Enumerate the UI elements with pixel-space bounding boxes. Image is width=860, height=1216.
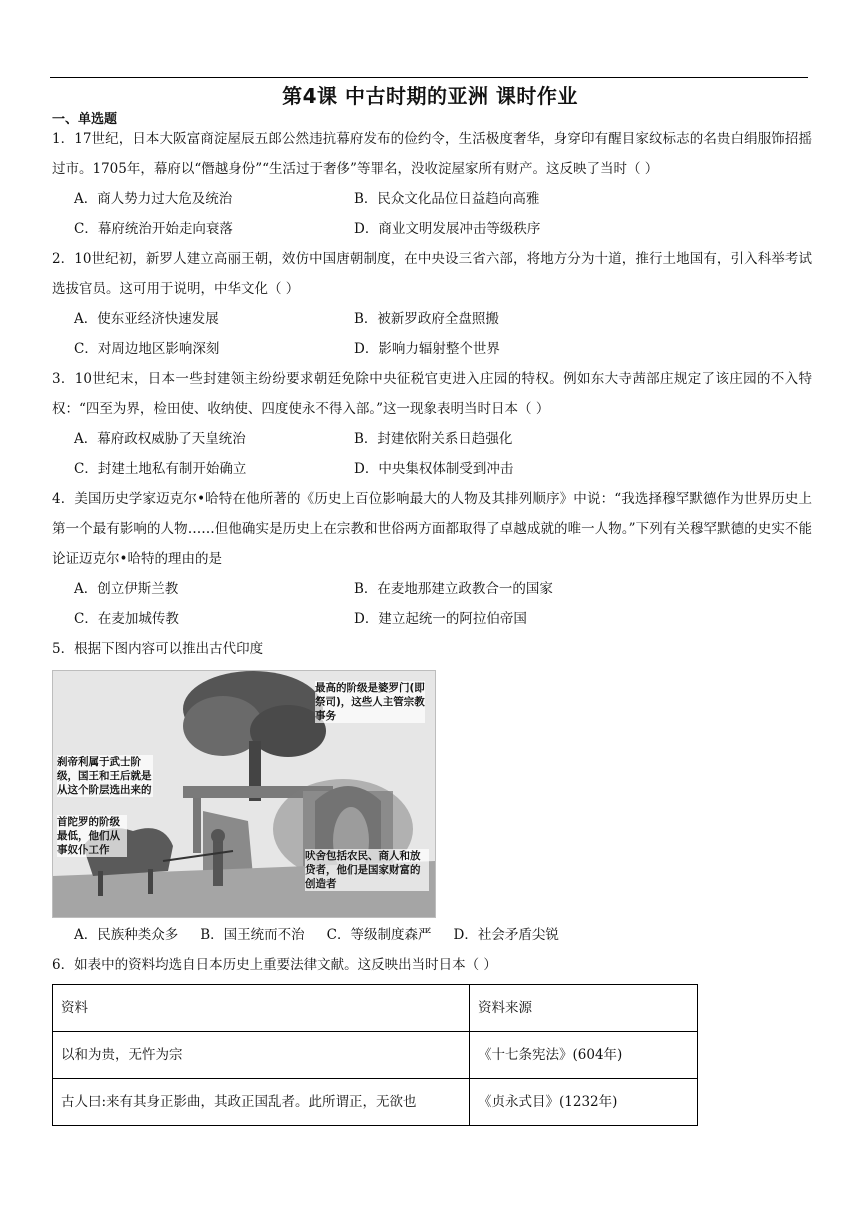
header-rule (50, 77, 808, 78)
option-list (52, 424, 812, 484)
option-c[interactable]: C．在麦加城传教 (74, 611, 179, 627)
question-stem: 5．根据下图内容可以推出古代印度 (52, 641, 264, 657)
option-d[interactable]: D．社会矛盾尖锐 (453, 927, 559, 943)
option-list (52, 920, 812, 950)
option-a[interactable]: A．商人势力过大危及统治 (74, 191, 233, 207)
brahmin-label: 最高的阶级是婆罗门(即祭司)，这些人主管宗教事务 (315, 682, 425, 722)
option-d[interactable]: D．中央集权体制受到冲击 (354, 461, 514, 477)
option-c[interactable]: C．对周边地区影响深刻 (74, 341, 220, 357)
question-5 (52, 634, 812, 950)
question-4 (52, 484, 812, 634)
question-3 (52, 364, 812, 484)
question-2 (52, 244, 812, 364)
question-list (52, 124, 812, 1126)
option-d[interactable]: D．影响力辐射整个世界 (354, 341, 500, 357)
section-heading: 一、单选题 (52, 112, 118, 127)
option-a[interactable]: A．民族种类众多 (74, 927, 179, 943)
option-list (52, 184, 812, 244)
option-a[interactable]: A．创立伊斯兰教 (74, 581, 179, 597)
option-b[interactable]: B．在麦地那建立政教合一的国家 (354, 581, 553, 597)
question-stem: 3．10世纪末，日本一些封建领主纷纷要求朝廷免除中央征税官吏进入庄园的特权。例如东大寺茜部庄规定了该庄园的不入特权：“四至为界，检田使、收纳使、四度使永不得入部。”这一现象表明当时日本（ ） (52, 371, 812, 417)
question-stem: 4．美国历史学家迈克尔•哈特在他所著的《历史上百位影响最大的人物及其排列顺序》中说：“我选择穆罕默德作为世界历史上第一个最有影响的人物……但他确实是历史上在宗教和世俗两方面都取得了卓越成就的唯一人物。”下列有关穆罕默德的史实不能论证迈克尔•哈特的理由的是 (52, 491, 812, 567)
option-b[interactable]: B．民众文化品位日益趋向高雅 (354, 191, 540, 207)
question-6 (52, 950, 812, 1126)
option-a[interactable]: A．幕府政权威胁了天皇统治 (74, 431, 246, 447)
source-table (52, 984, 698, 1126)
table-header-row (53, 985, 698, 1032)
question-stem: 1．17世纪，日本大阪富商淀屋辰五郎公然违抗幕府发布的俭约令，生活极度奢华，身穿印有醒目家纹标志的名贵白绢服饰招摇过市。1705年，幕府以“僭越身份”“生活过于奢侈”等罪名，没收淀屋家所有财产。这反映了当时（ ） (52, 131, 812, 177)
option-list (52, 574, 812, 634)
option-c[interactable]: C．封建土地私有制开始确立 (74, 461, 247, 477)
question-stem: 6．如表中的资料均选自日本历史上重要法律文献。这反映出当时日本（ ） (52, 957, 497, 973)
option-b[interactable]: B．国王统而不治 (200, 927, 305, 943)
page-title: 第4课 中古时期的亚洲 课时作业 (282, 84, 578, 108)
option-a[interactable]: A．使东亚经济快速发展 (74, 311, 219, 327)
option-c[interactable]: C．幕府统治开始走向衰落 (74, 221, 233, 237)
table-row (53, 1032, 698, 1079)
table-cell-source: 《十七条宪法》(604年) (470, 1032, 698, 1079)
option-list (52, 304, 812, 364)
caste-illustration (52, 670, 436, 918)
option-c[interactable]: C．等级制度森严 (326, 927, 432, 943)
table-row (53, 1079, 698, 1126)
option-b[interactable]: B．封建依附关系日趋强化 (354, 431, 513, 447)
option-b[interactable]: B．被新罗政府全盘照搬 (354, 311, 499, 327)
vaishya-label: 吠舍包括农民、商人和放贷者，他们是国家财富的创造者 (305, 849, 429, 891)
table-header-source: 资料来源 (470, 985, 698, 1032)
option-d[interactable]: D．商业文明发展冲击等级秩序 (354, 221, 541, 237)
table-cell-source: 《贞永式目》(1232年) (470, 1079, 698, 1126)
kshatriya-label: 刹帝利属于武士阶级，国王和王后就是从这个阶层选出来的 (57, 756, 152, 796)
question-stem: 2．10世纪初，新罗人建立高丽王朝，效仿中国唐朝制度，在中央设三省六部，将地方分为十道，推行土地国有，引入科举考试选拔官员。这可用于说明，中华文化（ ） (52, 251, 812, 297)
question-1 (52, 124, 812, 244)
table-header-material: 资料 (53, 985, 470, 1032)
shudra-label: 首陀罗的阶级最低，他们从事奴仆工作 (57, 815, 127, 857)
table-cell-material: 古人曰:来有其身正影曲，其政正国乱者。此所谓正，无欲也 (53, 1079, 470, 1126)
option-d[interactable]: D．建立起统一的阿拉伯帝国 (354, 611, 527, 627)
table-cell-material: 以和为贵，无忤为宗 (53, 1032, 470, 1079)
